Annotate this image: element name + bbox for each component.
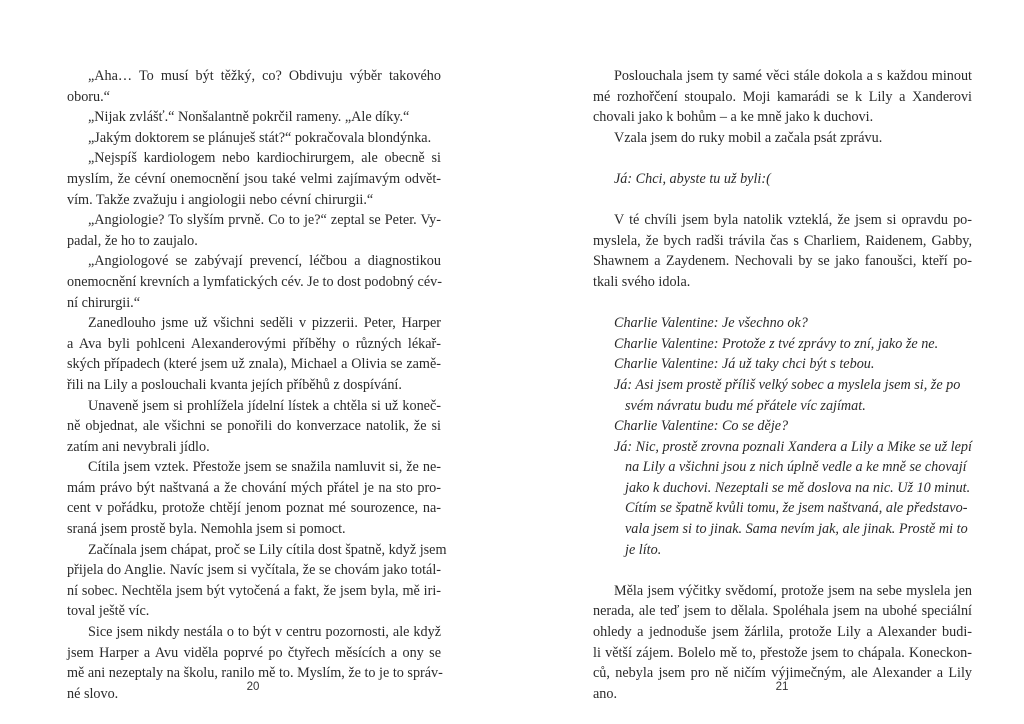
message-line: Charlie Valentine: Co se děje? (614, 418, 789, 435)
text-line: vím. Takže zvažuju i angiologii nebo cévní chirurgii.“ (67, 191, 374, 208)
text-line: „Aha… To musí být těžký, co? Obdivuju výběr takového (88, 68, 441, 84)
text-line: myslela, že bych radši trávila čas s Charliem, Raidenem, Gabby, (593, 232, 972, 249)
text-line: řili na Lily a poslouchali kvanta jejích příběhů z dospívání. (67, 376, 402, 393)
text-line: ní sobec. Nechtěla jsem být vytočená a fakt, že jsem byla, mě iri- (67, 582, 441, 599)
text-line: ohledy a jednoduše jsem žárlila, protože Lily a Alexander budi- (593, 624, 972, 641)
text-line: oboru.“ (67, 88, 110, 105)
text-line: né slovo. (67, 685, 119, 702)
text-line: Začínala jsem chápat, proč se Lily cítila dost špatně, když jsem (88, 541, 447, 558)
text-line: padal, že ho to zaujalo. (67, 232, 198, 249)
text-line: zatím ani nevybrali jídlo. (67, 438, 210, 455)
text-line: Sice jsem nikdy nestála o to být v centru pozornosti, ale když (88, 624, 441, 641)
text-line: ní chirurgii.“ (67, 294, 141, 311)
text-line: mě ani nezeptaly na školu, ranilo mě to. Myslím, že to je to správ- (67, 665, 443, 682)
message-line: na Lily a všichni jsou z nich úplně vedle a ke mně se chovají (625, 459, 967, 476)
text-line: „Angiologové se zabývají prevencí, léčbou a diagnostikou (88, 253, 441, 270)
text-line: V té chvíli jsem byla natolik vzteklá, že jsem si opravdu po- (614, 212, 972, 229)
text-line: ně objednat, ale všichni se ponořili do konverzace natolik, že si (67, 418, 441, 435)
blank-line (593, 293, 972, 314)
text-line: sraná jsem prostě byla. Nemohla jsem si pomoct. (67, 521, 346, 538)
text-line: onemocnění krevních a lymfatických cév. Je to dost podobný cév- (67, 273, 442, 290)
text-line: jsem Harper a Avu viděla poprvé po čtyřech měsících a ony se (67, 644, 441, 661)
text-line: „Nijak zvlášť.“ Nonšalantně pokrčil rameny. „Ale díky.“ (88, 109, 410, 126)
message-line: svém návratu budu mé přátele víc zajímat. (625, 397, 866, 414)
text-line: Unaveně jsem si prohlížela jídelní lístek a chtěla si už koneč- (88, 397, 441, 414)
message-line: Charlie Valentine: Já už taky chci být s tebou. (614, 356, 875, 373)
text-line: ano. (593, 685, 618, 702)
text-line: Shawnem a Zaydenem. Nechovali by se jako fanoušci, kteří po- (593, 253, 972, 270)
message-line: jako k duchovi. Nezeptali se mě doslova na nic. Už 10 minut. (625, 479, 971, 496)
text-line: mé rozhořčení stoupalo. Moji kamarádi se k Lily a Xanderovi (593, 88, 972, 105)
text-line: ských případech (které jsem už znala), Michael a Olivia se zamě- (67, 356, 441, 373)
message-line: Já: Asi jsem prostě příliš velký sobec a myslela jsem si, že po (614, 376, 961, 393)
blank-line (593, 560, 972, 581)
message-line: Charlie Valentine: Je všechno ok? (614, 315, 808, 332)
message-line: Charlie Valentine: Protože z tvé zprávy to zní, jako že ne. (614, 335, 939, 352)
message-line: Cítím se špatně kvůli tomu, že jsem naštvaná, ale představo- (625, 500, 968, 517)
text-line: ců, nebyla jsem pro ně ničím výjimečným, ale Alexander a Lily (593, 665, 972, 682)
text-line: Zanedlouho jsme už všichni seděli v pizzerii. Peter, Harper (88, 315, 441, 332)
text-line: „Nejspíš kardiologem nebo kardiochirurgem, ale obecně si (88, 150, 441, 167)
text-line: chovali jako k bohům – a ke mně jako k duchovi. (593, 109, 874, 126)
message-line: Já: Nic, prostě zrovna poznali Xandera a Lily a Mike se už lepí (614, 438, 972, 455)
text-line: „Jakým doktorem se plánuješ stát?“ pokračovala blondýnka. (88, 129, 432, 146)
text-line: a Ava byli pohlceni Alexanderovými příběhy o různých lékař- (67, 335, 441, 352)
text-line: Poslouchala jsem ty samé věci stále dokola a s každou minout (614, 68, 972, 84)
message-line: Já: Chci, abyste tu už byli:( (614, 170, 771, 187)
text-line: mám právo být naštvaná a že chování mých přátel je na sto pro- (67, 479, 441, 496)
left-page-text (67, 66, 447, 704)
page-number: 20 (246, 681, 260, 693)
text-line: Měla jsem výčitky svědomí, protože jsem na sebe myslela jen (614, 582, 972, 599)
text-line: přijela do Anglie. Navíc jsem si vyčítala, že se chovám jako totál- (67, 562, 441, 579)
text-line: li větší zájem. Bolelo mě to, přestože jsem to chápala. Koneckon- (593, 644, 972, 661)
text-line: „Angiologie? To slyším prvně. Co to je?“ zeptal se Peter. Vy- (88, 212, 441, 229)
blank-line (593, 190, 972, 211)
blank-line (593, 148, 972, 169)
text-line: nerada, ale teď jsem to dělala. Spoléhala jsem na ubohé speciální (593, 603, 972, 620)
right-page (512, 0, 1024, 724)
message-line: vala jsem si to jinak. Sama nevím jak, ale jinak. Prostě mi to (625, 521, 968, 538)
message-line: je líto. (625, 541, 662, 558)
text-line: Vzala jsem do ruky mobil a začala psát zprávu. (614, 129, 883, 146)
text-line: Cítila jsem vztek. Přestože jsem se snažila namluvit si, že ne- (88, 459, 441, 476)
text-line: toval ještě víc. (67, 603, 150, 620)
page-number: 21 (775, 681, 789, 693)
text-line: myslím, že cévní onemocnění jsou také velmi zajímavým odvět- (67, 170, 441, 187)
text-line: tkali svého idola. (593, 273, 691, 290)
right-page-text (593, 66, 972, 704)
text-line: cent v pořádku, protože chtějí jenom poznat mé sourozence, na- (67, 500, 441, 517)
